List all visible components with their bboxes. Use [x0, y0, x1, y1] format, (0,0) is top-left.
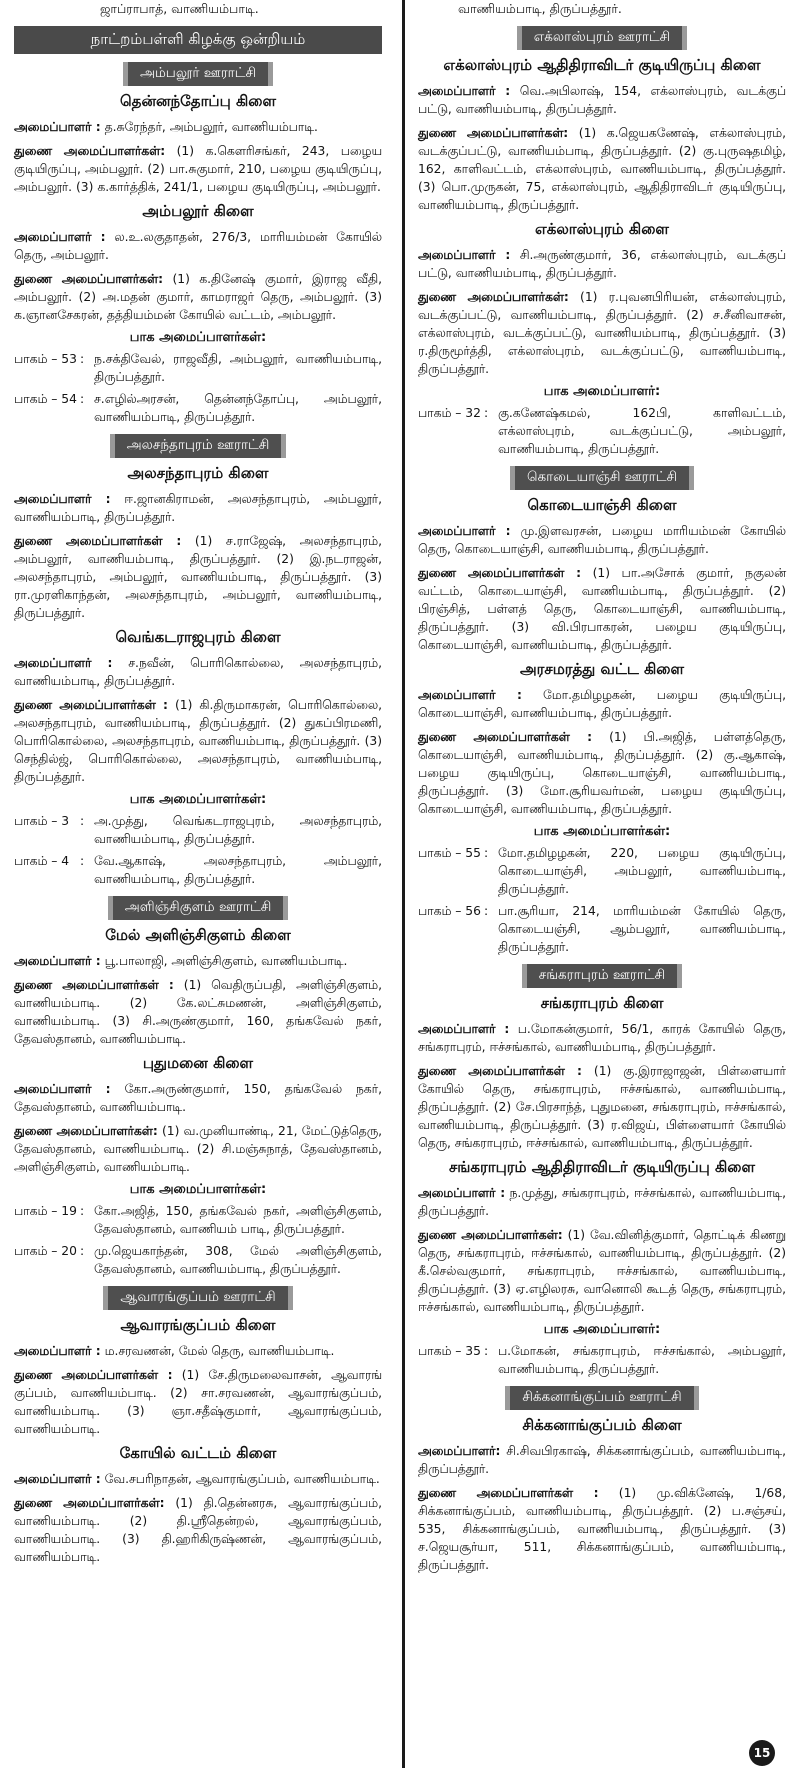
deputy-organisers-label: துணை அமைப்பாளர்கள் :: [418, 566, 582, 580]
booth-organisers-heading: பாக அமைப்பாளர்கள்:: [129, 330, 267, 345]
organiser-text: சி.அருண்குமார், 36, எக்லாஸ்புரம், வடக்குப் பட்டு, வாணியம்பாடி, திருப்பத்தூர்.: [418, 248, 786, 280]
deputy-organisers-label: துணை அமைப்பாளர்கள் :: [14, 534, 182, 548]
organiser-label: அமைப்பாளர் :: [14, 230, 106, 244]
booth-row: [14, 350, 382, 386]
organiser-label: அமைப்பாளர் :: [14, 656, 113, 670]
organiser-label: அமைப்பாளர்:: [418, 1444, 501, 1458]
booth-organisers-heading: பாக அமைப்பாளர்கள்:: [129, 792, 267, 807]
booth-organiser-text: மு.ஜெயகாந்தன், 308, மேல் அளிஞ்சிகுளம், தேவஸ்தானம், வாணியம்பாடி, திருப்பத்தூர்.: [94, 1244, 382, 1276]
organiser-text: ம.சரவணன், மேல் தெரு, வாணியம்பாடி.: [100, 1344, 335, 1358]
organiser-label: அமைப்பாளர் :: [418, 248, 511, 262]
deputy-organisers-text: (1) ர.புவனபிரியன், எக்லாஸ்புரம், வடக்குப்பட்டு, வாணியம்பாடி, திருப்பத்தூர். (2) ச.சீனிவாசன், எக்லாஸ்புரம், வடக்குப்பட்டு, வாணியம்பாடி, திருப்பத்தூர். (3) ர.திருமூர்த்தி, எக்லாஸ்புரம், வடக்குப்பட்டு, வாணியம்பாடி, திருப்பத்தூர்.: [418, 290, 786, 376]
organiser-text: வே.சபரிநாதன், ஆவாரங்குப்பம், வாணியம்பாடி.: [100, 1472, 380, 1486]
branch-title: எக்லாஸ்புரம் ஆதிதிராவிடர் குடியிருப்பு கிளை: [443, 56, 761, 74]
branch-title: அம்பலூர் கிளை: [142, 202, 254, 220]
organiser-label: அமைப்பாளர் :: [418, 688, 522, 702]
booth-number: பாகம் – 35: [418, 1344, 481, 1358]
branch-title: கொடையாஞ்சி கிளை: [527, 496, 677, 514]
deputy-organisers-label: துணை அமைப்பாளர்கள் :: [418, 730, 593, 744]
booth-number: பாகம் – 54: [14, 392, 77, 406]
separator-colon: :: [484, 406, 489, 420]
panchayat-heading-wrap: [418, 964, 786, 988]
organiser-entry: [418, 522, 786, 558]
deputy-organisers-text: (1) மு.விக்னேஷ், 1/68, சிக்கனாங்குப்பம், வாணியம்பாடி, திருப்பத்தூர். (2) ப.சஞ்சய், 535, சிக்கனாங்குப்பம், வாணியம்பாடி, திருப்பத்தூர். (3) ச.ஜெயசூர்யா, 511, சிக்கனாங்குப்பம், வாணியம்பாடி, திருப்பத்தூர்.: [418, 1486, 786, 1572]
panchayat-heading-wrap: [14, 1286, 382, 1310]
deputy-organisers-entry: [418, 1062, 786, 1152]
branch-title: அலசந்தாபுரம் கிளை: [127, 464, 269, 482]
organiser-text: மோ.தமிழழகன், பழைய குடியிருப்பு, கொடையாஞ்சி, வாணியம்பாடி, திருப்பத்தூர்.: [418, 688, 786, 720]
branch-title: கோயில் வட்டம் கிளை: [119, 1444, 277, 1462]
separator-colon: :: [80, 814, 85, 828]
continued-fragment: ஜாப்ராபாத், வாணியம்பாடி.: [100, 1, 259, 16]
deputy-organisers-text: (1) ச.ராஜேஷ், அலசந்தாபுரம், அம்பலூர், வாணியம்பாடி, திருப்பத்தூர். (2) இ.நடராஜன், அலசந்தாபுரம், அம்பலூர், வாணியம்பாடி, திருப்பத்தூர். (3) ரா.முரளிகாந்தன், அலசந்தாபுரம், அம்பலூர், வாணியம்பாடி, திருப்பத்தூர்.: [14, 534, 382, 620]
booth-organiser-text: ச.எழில்அரசன், தென்னந்தோப்பு, அம்பலூர், வாணியம்பாடி, திருப்பத்தூர்.: [94, 392, 382, 424]
deputy-organisers-label: துணை அமைப்பாளர்கள் :: [14, 978, 174, 992]
panchayat-heading-wrap: [418, 466, 786, 490]
separator-colon: :: [484, 846, 489, 860]
separator-colon: :: [80, 1244, 85, 1258]
continued-fragment: வாணியம்பாடி, திருப்பத்தூர்.: [458, 1, 622, 16]
deputy-organisers-entry: [14, 1494, 382, 1566]
organiser-label: அமைப்பாளர் :: [418, 524, 511, 538]
organiser-label: அமைப்பாளர் :: [14, 1344, 101, 1358]
deputy-organisers-entry: [418, 1226, 786, 1316]
booth-organiser-text: வே.ஆகாஷ், அலசந்தாபுரம், அம்பலூர், வாணியம்பாடி, திருப்பத்தூர்.: [94, 854, 382, 886]
organiser-text: ஈ.ஜானகிராமன், அலசந்தாபுரம், அம்பலூர், வாணியம்பாடி, திருப்பத்தூர்.: [14, 492, 382, 524]
organiser-entry: [14, 1342, 382, 1360]
deputy-organisers-text: (1) வே.வினித்குமார், தொட்டிக் கிணறு தெரு, சங்கராபுரம், ஈச்சங்கால், வாணியம்பாடி, திருப்பத்தூர். (2) கீ.செல்வகுமார், சங்கராபுரம், ஈச்சங்கால், வாணியம்பாடி, திருப்பத்தூர். (3) ஏ.எழிலரசு, வானொலி கூடத் தெரு, சங்கராபுரம், ஈச்சங்கால், வாணியம்பாடி, திருப்பத்தூர்.: [418, 1228, 786, 1314]
right-sections: [418, 26, 786, 1574]
booth-number: பாகம் – 20: [14, 1244, 77, 1258]
booth-row: [418, 844, 786, 898]
deputy-organisers-text: (1) வ.முனியாண்டி, 21, மேட்டுத்தெரு, தேவஸ்தானம், வாணியம்பாடி. (2) சி.மஞ்சுநாத், தேவஸ்தானம், அளிஞ்சிகுளம், வாணியம்பாடி.: [14, 1124, 382, 1174]
deputy-organisers-label: துணை அமைப்பாளர்கள்:: [418, 290, 569, 304]
panchayat-heading: சங்கராபுரம் ஊராட்சி: [522, 964, 682, 988]
deputy-organisers-entry: [14, 696, 382, 786]
organiser-entry: [418, 246, 786, 282]
booth-organiser-text: கு.கணேஷ்கமல், 162பி, காளிவட்டம், எக்லாஸ்புரம், வடக்குப்பட்டு, அம்பலூர், வாணியம்பாடி, திருப்பத்தூர்.: [498, 406, 786, 456]
booth-row: [418, 404, 786, 458]
booth-number: பாகம் – 56: [418, 904, 481, 918]
organiser-text: மு.இளவரசன், பழைய மாரியம்மன் கோயில் தெரு, கொடையாஞ்சி, வாணியம்பாடி, திருப்பத்தூர்.: [418, 524, 786, 556]
deputy-organisers-label: துணை அமைப்பாளர்கள் :: [14, 1368, 173, 1382]
booth-number: பாகம் – 19: [14, 1204, 77, 1218]
booth-organiser-text: பா.சூரியா, 214, மாரியம்மன் கோயில் தெரு, கொடையஞ்சி, ஆம்பலூர், வாணியம்பாடி, திருப்பத்தூர்.: [498, 904, 786, 954]
panchayat-heading: ஆவாரங்குப்பம் ஊராட்சி: [103, 1286, 292, 1310]
organiser-entry: [418, 82, 786, 118]
branch-title: சங்கராபுரம் கிளை: [540, 994, 664, 1012]
organiser-entry: [418, 1442, 786, 1478]
branch-title: எக்லாஸ்புரம் கிளை: [535, 220, 669, 238]
booth-row: [14, 390, 382, 426]
separator-colon: :: [484, 904, 489, 918]
column-divider: [402, 0, 405, 1768]
deputy-organisers-label: துணை அமைப்பாளர்கள்:: [14, 144, 166, 158]
organiser-entry: [14, 118, 382, 136]
panchayat-heading: அம்பலூர் ஊராட்சி: [123, 62, 273, 86]
organiser-text: ந.முத்து, சங்கராபுரம், ஈச்சங்கால், வாணியம்பாடி, திருப்பத்தூர்.: [418, 1186, 786, 1218]
booth-organisers-heading: பாக அமைப்பாளர்கள்:: [533, 824, 671, 839]
deputy-organisers-entry: [418, 728, 786, 818]
deputy-organisers-text: (1) க.கௌரிசங்கர், 243, பழைய குடியிருப்பு, அம்பலூர். (2) பா.சுகுமார், 210, பழைய குடியிருப்பு, அம்பலூர். (3) க.கார்த்திக், 241/1, பழைய குடியிருப்பு, அம்பலூர்.: [14, 144, 382, 194]
organiser-label: அமைப்பாளர் :: [418, 1022, 510, 1036]
organiser-label: அமைப்பாளர் :: [418, 84, 511, 98]
panchayat-heading: அளிஞ்சிகுளம் ஊராட்சி: [108, 896, 289, 920]
branch-title: வெங்கடராஜபுரம் கிளை: [115, 628, 281, 646]
organiser-text: வெ.அபிலாஷ், 154, எக்லாஸ்புரம், வடக்குப் பட்டு, வாணியம்பாடி, திருப்பத்தூர்.: [418, 84, 786, 116]
deputy-organisers-label: துணை அமைப்பாளர்கள்:: [418, 1228, 563, 1242]
panchayat-heading-wrap: [418, 1386, 786, 1410]
organiser-entry: [14, 952, 382, 970]
deputy-organisers-text: (1) சே.திருமலைவாசன், ஆவாரங் குப்பம், வாணியம்பாடி. (2) சா.சரவணன், ஆவாரங்குப்பம், வாணியம்பாடி. (3) ஞா.சதீஷ்குமார், ஆவாரங்குப்பம், வாணியம்பாடி.: [14, 1368, 382, 1436]
deputy-organisers-label: துணை அமைப்பாளர்கள்:: [14, 1124, 158, 1138]
booth-row: [418, 902, 786, 956]
deputy-organisers-text: (1) பி.அஜித், பள்ளத்தெரு, கொடையாஞ்சி, வாணியம்பாடி, திருப்பத்தூர். (2) கு.ஆகாஷ், பழைய குடியிருப்பு, கொடையாஞ்சி, வாணியம்பாடி, திருப்பத்தூர். (3) மோ.சூரியவர்மன், பழைய குடியிருப்பு, கொடையாஞ்சி, வாணியம்பாடி, திருப்பத்தூர்.: [418, 730, 786, 816]
booth-row: [14, 1202, 382, 1238]
deputy-organisers-label: துணை அமைப்பாளர்கள்:: [418, 126, 569, 140]
deputy-organisers-text: (1) வெதிருப்பதி, அளிஞ்சிகுளம், வாணியம்பாடி. (2) கே.லட்சுமணன், அளிஞ்சிகுளம், வாணியம்பாடி. (3) சி.அருண்குமார், 160, தங்கவேல் நகர், தேவஸ்தானம், வாணியம்பாடி.: [14, 978, 382, 1046]
deputy-organisers-entry: [14, 1122, 382, 1176]
branch-title: அரசமரத்து வட்ட கிளை: [519, 660, 685, 678]
organiser-label: அமைப்பாளர் :: [14, 1472, 101, 1486]
deputy-organisers-entry: [418, 1484, 786, 1574]
left-column: [14, 0, 382, 1572]
separator-colon: :: [80, 1204, 85, 1218]
panchayat-heading-wrap: [418, 26, 786, 50]
booth-organisers-heading: பாக அமைப்பாளர்கள்:: [129, 1182, 267, 1197]
booth-organisers-heading: பாக அமைப்பாளர்:: [543, 384, 661, 399]
panchayat-heading: கொடையாஞ்சி ஊராட்சி: [510, 466, 694, 490]
organiser-label: அமைப்பாளர் :: [418, 1186, 506, 1200]
separator-colon: :: [80, 854, 85, 868]
deputy-organisers-text: (1) க.தினேஷ் குமார், இராஜ வீதி, அம்பலூர். (2) அ.மதன் குமார், காமராஜர் தெரு, அம்பலூர். (3) க.ஞானசேகரன், தத்தியம்மன் கோயில் வட்டம், அம்பலூர்.: [14, 272, 382, 322]
booth-organiser-text: ந.சக்திவேல், ராஜவீதி, அம்பலூர், வாணியம்பாடி, திருப்பத்தூர்.: [94, 352, 382, 384]
deputy-organisers-entry: [418, 288, 786, 378]
deputy-organisers-label: துணை அமைப்பாளர்கள் :: [418, 1486, 599, 1500]
organiser-text: ச.நவீன், பொரிகொல்லை, அலசந்தாபுரம், வாணியம்பாடி, திருப்பத்தூர்.: [14, 656, 382, 688]
branch-title: புதுமனை கிளை: [142, 1054, 254, 1072]
page-number: 15: [749, 1740, 775, 1766]
newspaper-page: [14, 0, 786, 1768]
branch-title: சிக்கனாங்குப்பம் கிளை: [522, 1416, 682, 1434]
deputy-organisers-entry: [14, 532, 382, 622]
organiser-label: அமைப்பாளர் :: [14, 492, 111, 506]
deputy-organisers-text: (1) தி.தென்னரசு, ஆவாரங்குப்பம், வாணியம்பாடி. (2) தி.ஸ்ரீதென்றல், ஆவாரங்குப்பம், வாணியம்பாடி. (3) தி.ஹரிகிருஷ்ணன், ஆவாரங்குப்பம், வாணியம்பாடி.: [14, 1496, 382, 1564]
deputy-organisers-text: (1) பா.அசோக் குமார், நகுலன் வட்டம், கொடையாஞ்சி, வாணியம்பாடி, திருப்பத்தூர். (2) பிரஞ்சித், பள்ளத் தெரு, கொடையாஞ்சி, வாணியம்பாடி, திருப்பத்தூர். (3) வி.பிரபாகரன், பழைய குடியிருப்பு, கொடையாஞ்சி, வாணியம்பாடி, திருப்பத்தூர்.: [418, 566, 786, 652]
organiser-text: கோ.அருண்குமார், 150, தங்கவேல் நகர், தேவஸ்தானம், வாணியம்பாடி.: [14, 1082, 382, 1114]
organiser-label: அமைப்பாளர் :: [14, 120, 101, 134]
organiser-entry: [14, 490, 382, 526]
booth-number: பாகம் – 3: [14, 814, 70, 828]
panchayat-heading: அலசந்தாபுரம் ஊராட்சி: [110, 434, 287, 458]
panchayat-heading-wrap: [14, 434, 382, 458]
booth-row: [14, 812, 382, 848]
deputy-organisers-entry: [14, 1366, 382, 1438]
organiser-text: ப.மோகன்குமார், 56/1, காரக் கோயில் தெரு, சங்கராபுரம், ஈச்சங்கால், வாணியம்பாடி, திருப்பத்தூர்.: [418, 1022, 786, 1054]
booth-number: பாகம் – 55: [418, 846, 481, 860]
booth-row: [14, 852, 382, 888]
organiser-entry: [14, 228, 382, 264]
organiser-entry: [418, 1020, 786, 1056]
organiser-label: அமைப்பாளர் :: [14, 1082, 111, 1096]
booth-organisers-heading: பாக அமைப்பாளர்:: [543, 1322, 661, 1337]
deputy-organisers-label: துணை அமைப்பாளர்கள் :: [14, 698, 168, 712]
deputy-organisers-entry: [418, 124, 786, 214]
organiser-entry: [14, 1080, 382, 1116]
organiser-text: பூ.பாலாஜி, அளிஞ்சிகுளம், வாணியம்பாடி.: [100, 954, 348, 968]
organiser-entry: [14, 654, 382, 690]
panchayat-heading-wrap: [14, 62, 382, 86]
deputy-organisers-label: துணை அமைப்பாளர்கள்:: [14, 272, 164, 286]
panchayat-heading-wrap: [14, 896, 382, 920]
branch-title: ஆவாரங்குப்பம் கிளை: [120, 1316, 276, 1334]
organiser-text: த.சுரேந்தர், அம்பலூர், வாணியம்பாடி.: [100, 120, 318, 134]
right-column: [418, 0, 786, 1580]
deputy-organisers-entry: [14, 976, 382, 1048]
branch-title: சங்கராபுரம் ஆதிதிராவிடர் குடியிருப்பு கிளை: [448, 1158, 756, 1176]
deputy-organisers-text: (1) கு.இராஜாஜன், பிள்ளையார் கோயில் தெரு, சங்கராபுரம், ஈச்சங்கால், வாணியம்பாடி, திருப்பத்தூர். (2) சே.பிரசாந்த், புதுமனை, சங்கராபுரம், ஈச்சங்கால், வாணியம்பாடி, திருப்பத்தூர். (3) ர.விஜய், பிள்ளையார் கோயில் தெரு, சங்கராபுரம், ஈச்சங்கால், வாணியம்பாடி, திருப்பத்தூர்.: [418, 1064, 786, 1150]
booth-organiser-text: அ.முத்து, வெங்கடராஜபுரம், அலசந்தாபுரம், வாணியம்பாடி, திருப்பத்தூர்.: [94, 814, 382, 846]
organiser-label: அமைப்பாளர் :: [14, 954, 101, 968]
branch-title: மேல் அளிஞ்சிகுளம் கிளை: [105, 926, 291, 944]
deputy-organisers-entry: [14, 270, 382, 324]
panchayat-heading: சிக்கனாங்குப்பம் ஊராட்சி: [505, 1386, 698, 1410]
deputy-organisers-entry: [14, 142, 382, 196]
deputy-organisers-text: (1) க.ஜெயகணேஷ், எக்லாஸ்புரம், வடக்குப்பட்டு, வாணியம்பாடி, திருப்பத்தூர். (2) கு.புருஷதமிழ், 162, காளிவட்டம், எக்லாஸ்புரம், வாணியம்பாடி, திருப்பத்தூர். (3) பொ.முருகன், 75, எக்லாஸ்புரம், ஆதிதிராவிடர் குடியிருப்பு, வாணியம்பாடி, திருப்பத்தூர்.: [418, 126, 786, 212]
booth-organiser-text: மோ.தமிழழகன், 220, பழைய குடியிருப்பு, கொடையாஞ்சி, அம்பலூர், வாணியம்பாடி, திருப்பத்தூர்.: [498, 846, 786, 896]
branch-title: தென்னந்தோப்பு கிளை: [120, 92, 276, 110]
organiser-text: சி.சிவபிரகாஷ், சிக்கனாங்குப்பம், வாணியம்பாடி, திருப்பத்தூர்.: [418, 1444, 786, 1476]
booth-row: [418, 1342, 786, 1378]
organiser-entry: [14, 1470, 382, 1488]
booth-organiser-text: கோ.அஜித், 150, தங்கவேல் நகர், அளிஞ்சிகுளம், தேவஸ்தானம், வாணியம் பாடி, திருப்பத்தூர்.: [94, 1204, 382, 1236]
organiser-text: ல.உ.லகுதாதன், 276/3, மாரியம்மன் கோயில் தெரு, அம்பலூர்.: [14, 230, 382, 262]
booth-organiser-text: ப.மோகன், சங்கராபுரம், ஈச்சங்கால், அம்பலூர், வாணியம்பாடி, திருப்பத்தூர்.: [498, 1344, 786, 1376]
deputy-organisers-entry: [418, 564, 786, 654]
separator-colon: :: [80, 392, 85, 406]
separator-colon: :: [484, 1344, 489, 1358]
deputy-organisers-label: துணை அமைப்பாளர்கள்:: [14, 1496, 165, 1510]
union-heading: நாட்றம்பள்ளி கிழக்கு ஒன்றியம்: [14, 26, 382, 54]
separator-colon: :: [80, 352, 85, 366]
booth-row: [14, 1242, 382, 1278]
organiser-entry: [418, 1184, 786, 1220]
left-sections: [14, 62, 382, 1566]
deputy-organisers-text: (1) கி.திருமாகரன், பொரிகொல்லை, அலசந்தாபுரம், வாணியம்பாடி, திருப்பத்தூர். (2) துகப்பிரமணி, பொரிகொல்லை, அலசந்தாபுரம், வாணியம்பாடி, திருப்பத்தூர். (3) செந்தில்ஜ், பொரிகொல்லை, அலசந்தாபுரம், வாணியம்பாடி, திருப்பத்தூர்.: [14, 698, 382, 784]
panchayat-heading: எக்லாஸ்புரம் ஊராட்சி: [517, 26, 687, 50]
organiser-entry: [418, 686, 786, 722]
deputy-organisers-label: துணை அமைப்பாளர்கள் :: [418, 1064, 582, 1078]
booth-number: பாகம் – 32: [418, 406, 481, 420]
booth-number: பாகம் – 53: [14, 352, 77, 366]
booth-number: பாகம் – 4: [14, 854, 70, 868]
